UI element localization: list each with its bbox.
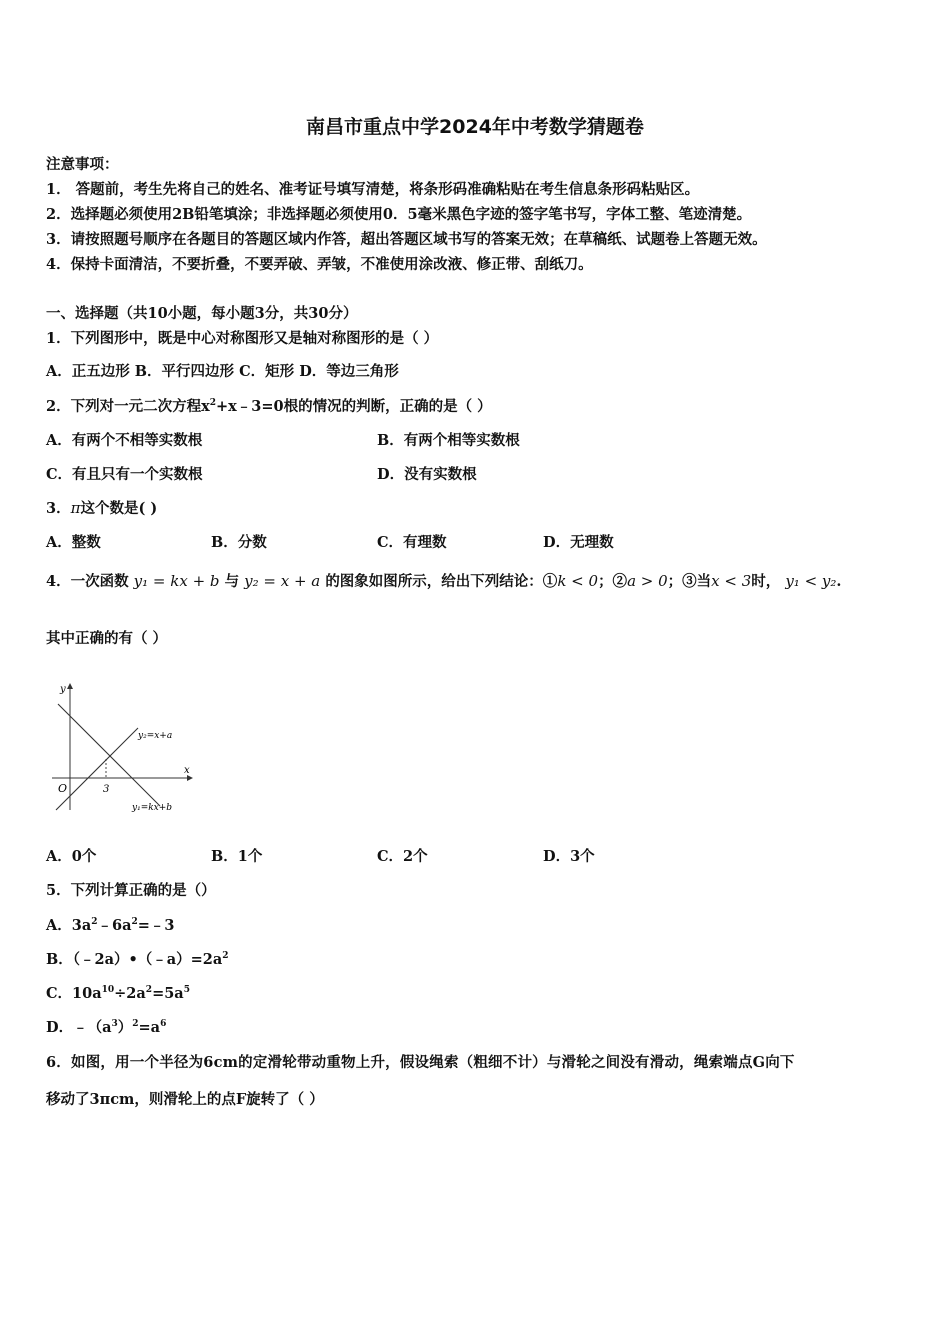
question-2-stem: 2．下列对一元二次方程$x^2+x﹣3=0$根的情况的判断，正确的是（ ）: [46, 398, 492, 415]
question-6-line-2: 移动了3πcm，则滑轮上的点F旋转了（ ）: [46, 1091, 324, 1108]
origin-label: O: [58, 782, 68, 795]
function-graph: [48, 680, 198, 820]
label-y2: y₂=x+a: [138, 731, 173, 741]
conclusion-3-condition: x < 3: [711, 572, 752, 590]
question-3-option-a: A．整数: [46, 534, 101, 551]
pi-symbol: π: [70, 499, 81, 517]
question-3-stem: 3．π这个数是( ): [46, 499, 158, 517]
conclusion-3-result: y₁ < y₂: [785, 572, 837, 590]
notice-item: 2．选择题必须使用2B铅笔填涂；非选择题必须使用0．5毫米黑色字迹的签字笔书写，字体工整、笔迹清楚。: [46, 206, 752, 223]
y-axis-label: y: [60, 684, 66, 695]
notice-heading: 注意事项：: [46, 156, 119, 173]
question-1-options: A．正五边形 B．平行四边形 C．矩形 D．等边三角形: [46, 363, 399, 380]
conclusion-2: a > 0: [627, 572, 668, 590]
question-6-line-1: 6．如图，用一个半径为6cm的定滑轮带动重物上升，假设绳索（粗细不计）与滑轮之间没有滑动，绳索端点G向下: [46, 1054, 795, 1071]
formula-y2: y₂ = x + a: [244, 572, 321, 590]
question-5-option-d: D．$﹣(a^3)^2=a^6$: [46, 1019, 167, 1036]
x-axis-label: x: [184, 765, 190, 776]
notice-item: 1． 答题前，考生先将自己的姓名、准考证号填写清楚，将条形码准确粘贴在考生信息条形码粘贴区。: [46, 181, 700, 198]
question-5-option-c: C．$10a^{10}\div 2a^2=5a^5$: [46, 985, 190, 1002]
notice-item: 4．保持卡面清洁，不要折叠，不要弄破、弄皱，不准使用涂改液、修正带、刮纸刀。: [46, 256, 593, 273]
question-3-option-b: B．分数: [211, 534, 267, 551]
label-y1: y₁=kx+b: [132, 803, 173, 813]
conclusion-1: k < 0: [557, 572, 599, 590]
question-2-option-b: B．有两个相等实数根: [377, 432, 520, 449]
formula-y1: y₁ = kx + b: [133, 572, 220, 590]
tick-label-3: 3: [103, 784, 110, 795]
question-3-option-c: C．有理数: [377, 534, 447, 551]
notice-item: 3．请按照题号顺序在各题目的答题区域内作答，超出答题区域书写的答案无效；在草稿纸、试题卷上答题无效。: [46, 231, 767, 248]
line-y2: [56, 728, 138, 810]
question-5-option-b: B．$(﹣2a)•(﹣a)=2a^2$: [46, 951, 229, 968]
section-heading: 一、选择题（共10小题，每小题3分，共30分）: [46, 305, 358, 322]
question-3-option-d: D．无理数: [543, 534, 614, 551]
question-5-stem: 5．下列计算正确的是（）: [46, 882, 216, 899]
question-2-option-a: A．有两个不相等实数根: [46, 432, 203, 449]
question-2-option-c: C．有且只有一个实数根: [46, 466, 203, 483]
question-1-stem: 1．下列图形中，既是中心对称图形又是轴对称图形的是（ ）: [46, 330, 439, 347]
question-4-stem: 4．一次函数 y₁ = kx + b 与 y₂ = x + a 的图象如图所示，给出下列结论：①k < 0；②a > 0；③当x < 3时， y₁ < y₂.: [46, 572, 842, 590]
question-4-line-2: 其中正确的有（ ）: [46, 630, 168, 647]
question-4-option-c: C．2个: [377, 848, 428, 865]
question-5-option-a: A．$3a^2﹣6a^2=﹣3$: [46, 917, 175, 934]
question-4-option-a: A．0个: [46, 848, 97, 865]
question-4-option-b: B．1个: [211, 848, 263, 865]
question-4-option-d: D．3个: [543, 848, 595, 865]
question-2-option-d: D．没有实数根: [377, 466, 477, 483]
page-title: 南昌市重点中学2024年中考数学猜题卷: [306, 116, 644, 138]
